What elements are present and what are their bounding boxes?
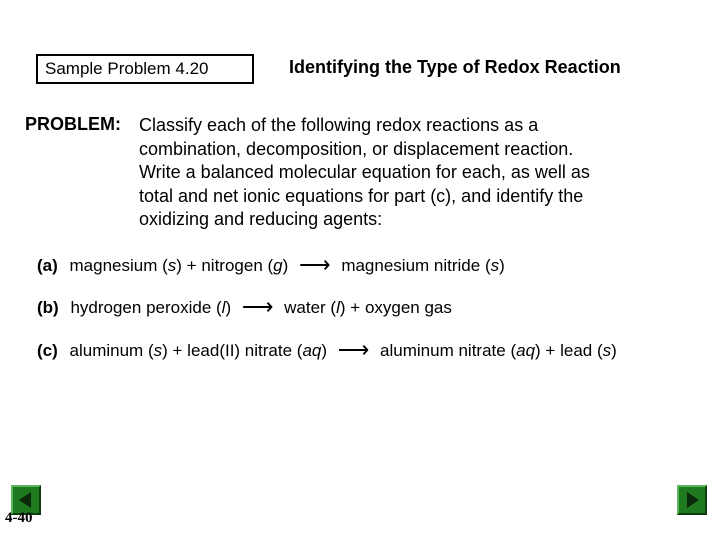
state-symbol: s (602, 341, 612, 360)
problem-label: PROBLEM: (25, 114, 121, 134)
problem-line: Classify each of the following redox reactions as a (139, 115, 539, 135)
product: lead (560, 341, 593, 360)
state-symbol: l (336, 298, 340, 317)
product: magnesium nitride (341, 256, 481, 275)
sample-problem-text: Sample Problem 4.20 (45, 59, 209, 78)
reaction-c: (c) aluminum (s) + lead(II) nitrate (aq) ⟶ aluminum nitrate (aq) + lead (s) (37, 337, 617, 362)
reactant: nitrogen (201, 256, 263, 275)
reactant: aluminum (69, 341, 144, 360)
reactant: hydrogen peroxide (70, 298, 212, 317)
triangle-right-icon (679, 487, 705, 513)
plus-sign: + (186, 256, 197, 275)
problem-statement (139, 114, 699, 232)
state-symbol: l (221, 298, 226, 317)
sample-problem-label (36, 54, 254, 84)
product: oxygen gas (364, 298, 452, 317)
reactant: lead(II) nitrate (187, 341, 293, 360)
slide-title: Identifying the Type of Redox Reaction (289, 57, 621, 77)
reaction-a: (a) magnesium (s) + nitrogen (g) ⟶ magnesium nitride (s) (37, 252, 505, 277)
state-symbol: s (167, 256, 177, 275)
problem-line: Write a balanced molecular equation for each, as well as (139, 162, 590, 183)
reactant: magnesium (69, 256, 158, 275)
problem-line: oxidizing and reducing agents: (139, 209, 383, 230)
reaction-label: (a) (37, 256, 58, 275)
reaction-label: (c) (37, 341, 58, 360)
reaction-arrow: ⟶ (241, 294, 274, 319)
state-symbol: g (273, 256, 283, 275)
reaction-arrow: ⟶ (337, 337, 370, 362)
state-symbol: s (490, 256, 500, 275)
next-slide-button[interactable] (677, 485, 707, 515)
plus-sign: + (350, 298, 361, 317)
state-symbol: s (153, 341, 163, 360)
plus-sign: + (545, 341, 556, 360)
reaction-label: (b) (37, 298, 59, 317)
product: aluminum nitrate (380, 341, 506, 360)
state-symbol: aq (516, 341, 536, 360)
reaction-b: (b) hydrogen peroxide (l) ⟶ water (l) + oxygen gas (37, 294, 452, 319)
state-symbol: aq (302, 341, 322, 360)
problem-line: total and net ionic equations for part (c), and identify the (139, 185, 584, 206)
problem-line: combination, decomposition, or displacement reaction. (139, 138, 574, 159)
product: water (284, 298, 326, 317)
plus-sign: + (172, 341, 183, 360)
reaction-arrow: ⟶ (299, 252, 331, 277)
page-number: 4-40 (5, 510, 33, 526)
